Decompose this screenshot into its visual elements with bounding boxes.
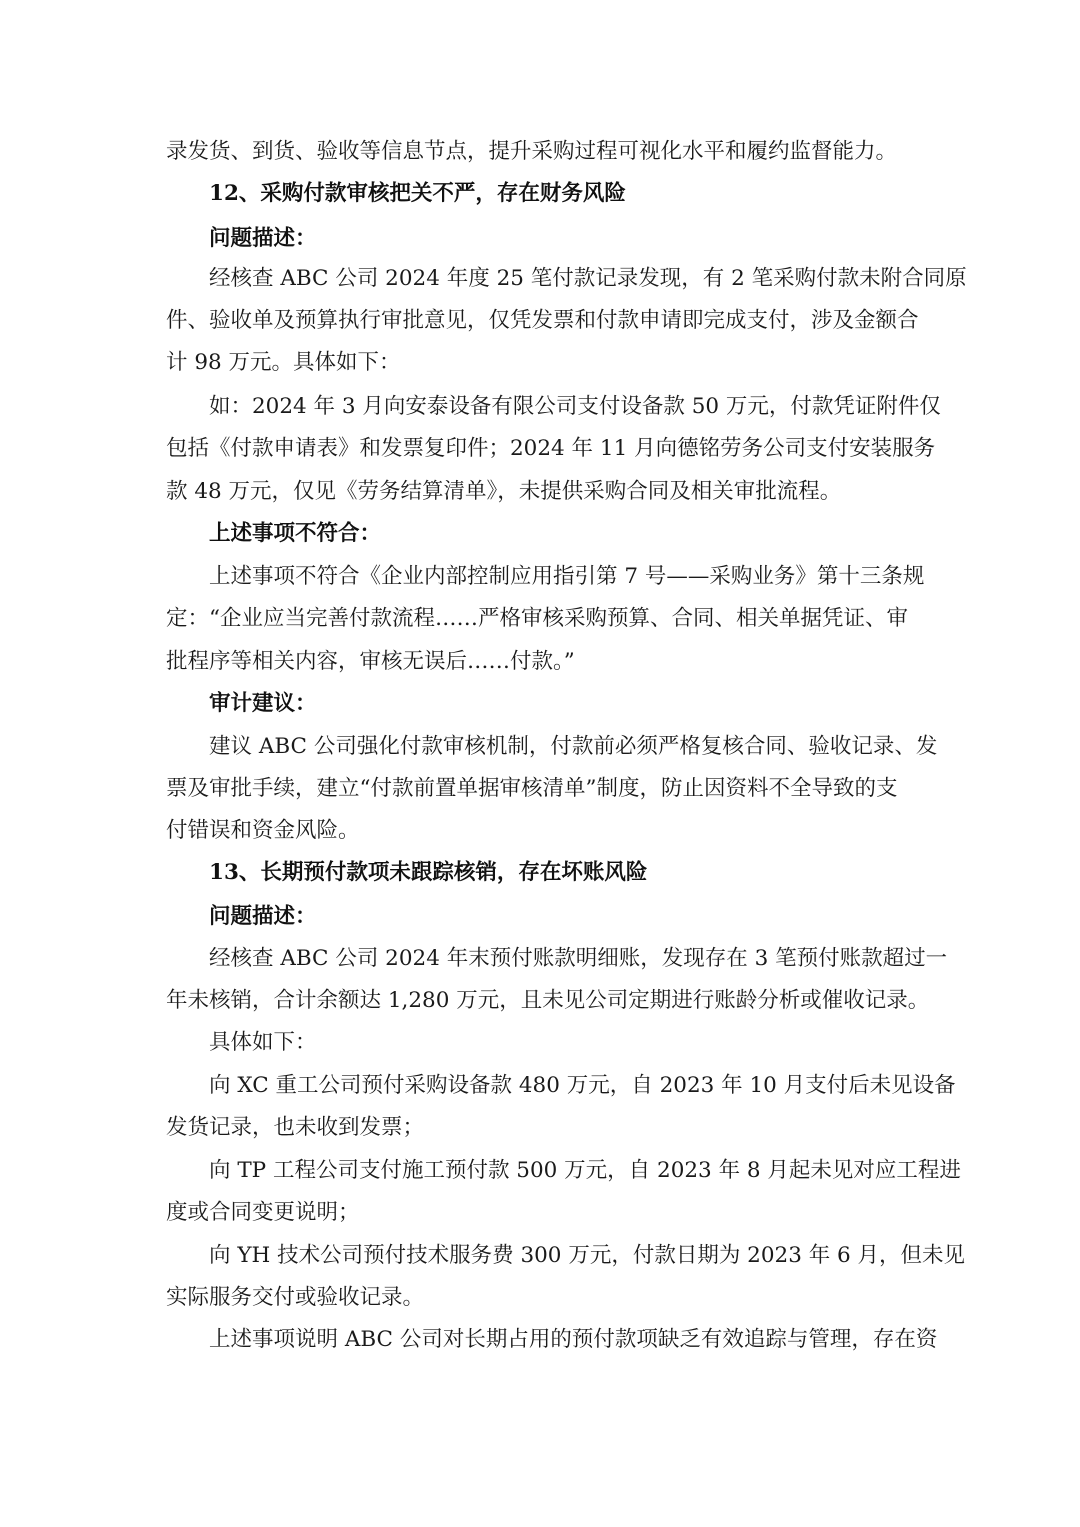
section-heading-12: 12、采购付款审核把关不严，存在财务风险 bbox=[209, 181, 626, 206]
body-text-line: 批程序等相关内容，审核无误后……付款。” bbox=[166, 649, 575, 674]
body-text-line: 上述事项不符合《企业内部控制应用指引第 7 号——采购业务》第十三条规 bbox=[209, 564, 925, 589]
body-text-line: 向 XC 重工公司预付采购设备款 480 万元，自 2023 年 10 月支付后未见设备 bbox=[209, 1073, 956, 1098]
subheading-problem-description: 问题描述： bbox=[209, 226, 317, 251]
body-text-line: 发货记录，也未收到发票； bbox=[166, 1115, 425, 1140]
body-text-line: 向 TP 工程公司支付施工预付款 500 万元，自 2023 年 8 月起未见对应工程进 bbox=[209, 1158, 961, 1183]
body-text-line: 度或合同变更说明； bbox=[166, 1200, 360, 1225]
body-text-line: 如：2024 年 3 月向安泰设备有限公司支付设备款 50 万元，付款凭证附件仅 bbox=[209, 394, 941, 419]
body-text-line: 录发货、到货、验收等信息节点，提升采购过程可视化水平和履约监督能力。 bbox=[166, 139, 898, 164]
body-text-line: 款 48 万元，仅见《劳务结算清单》，未提供采购合同及相关审批流程。 bbox=[166, 479, 842, 504]
subheading-noncompliance: 上述事项不符合： bbox=[209, 521, 382, 546]
body-text-line: 向 YH 技术公司预付技术服务费 300 万元，付款日期为 2023 年 6 月，但未见 bbox=[209, 1243, 966, 1268]
body-text-line: 计 98 万元。具体如下： bbox=[166, 350, 401, 375]
subheading-problem-description: 问题描述： bbox=[209, 904, 317, 929]
body-text-line: 经核查 ABC 公司 2024 年末预付账款明细账，发现存在 3 笔预付账款超过一 bbox=[209, 946, 948, 971]
section-heading-13: 13、长期预付款项未跟踪核销，存在坏账风险 bbox=[209, 860, 648, 885]
subheading-audit-suggestion: 审计建议： bbox=[209, 691, 317, 716]
body-text-line: 实际服务交付或验收记录。 bbox=[166, 1285, 425, 1310]
body-text-line: 年未核销，合计余额达 1,280 万元，且未见公司定期进行账龄分析或催收记录。 bbox=[166, 988, 930, 1013]
body-text-line: 定：“企业应当完善付款流程……严格审核采购预算、合同、相关单据凭证、审 bbox=[166, 606, 908, 631]
body-text-line: 建议 ABC 公司强化付款审核机制，付款前必须严格复核合同、验收记录、发 bbox=[209, 734, 938, 759]
body-text-line: 包括《付款申请表》和发票复印件；2024 年 11 月向德铭劳务公司支付安装服务 bbox=[166, 436, 936, 461]
body-text-line: 件、验收单及预算执行审批意见，仅凭发票和付款申请即完成支付，涉及金额合 bbox=[166, 308, 919, 333]
body-text-line: 具体如下： bbox=[209, 1030, 317, 1055]
body-text-line: 经核查 ABC 公司 2024 年度 25 笔付款记录发现，有 2 笔采购付款未附合同原 bbox=[209, 266, 967, 291]
body-text-line: 上述事项说明 ABC 公司对长期占用的预付款项缺乏有效追踪与管理，存在资 bbox=[209, 1327, 938, 1352]
body-text-line: 票及审批手续，建立“付款前置单据审核清单”制度，防止因资料不全导致的支 bbox=[166, 776, 898, 801]
body-text-line: 付错误和资金风险。 bbox=[166, 818, 360, 843]
